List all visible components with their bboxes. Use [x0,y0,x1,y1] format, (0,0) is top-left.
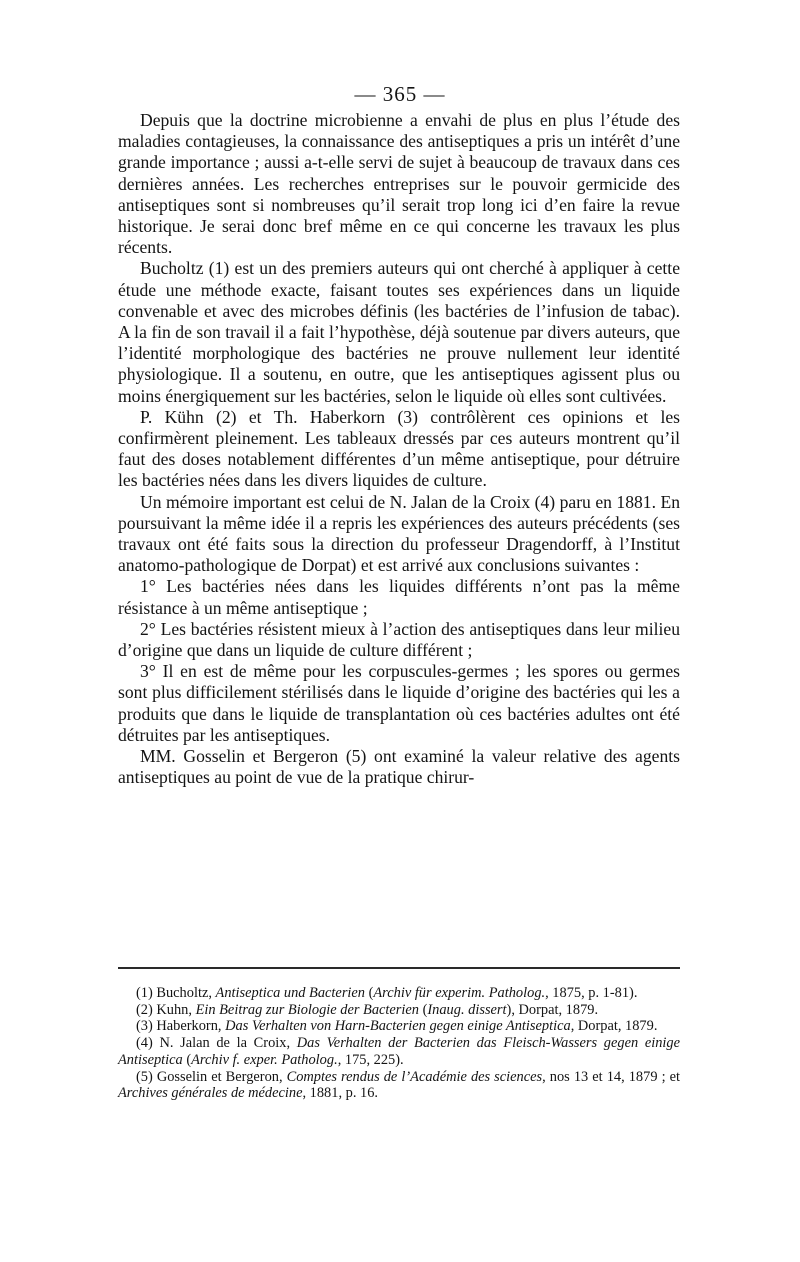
footnote-text: ), Dorpat, 1879. [506,1001,599,1018]
paragraph: MM. Gosselin et Bergeron (5) ont examiné la valeur relative des agents antiseptiques au point de vue de la pratique chirur- [118,746,680,788]
footnote-title: Das Verhalten der Bacterien das Fleisch-Wassers gegen einige Antiseptica [118,1035,680,1068]
footnote-text: , 1875, p. 1-81). [545,985,638,1001]
footnote-journal: Inaug. dissert [427,1001,507,1018]
footnote-text: Dorpat, 1879. [577,1018,658,1035]
footnote [118,985,680,1002]
footnote [118,1069,680,1102]
footnote [118,1035,680,1068]
paragraph: Depuis que la doctrine microbienne a envahi de plus en plus l’étude des maladies contagieuses, la connaissance des antiseptiques a pris un intérêt d’une grande importance ; aussi a-t-elle servi de sujet à beaucoup de travaux dans ces dernières années. Les recherches entreprises sur le pouvoir germicide des antiseptiques sont si nombreuses qu’il serait trop long ici d’en faire la revue historique. Je serai donc bref même en ce qui concerne les travaux les plus récents. [118,110,680,258]
footnote-author: (5) Gosselin et Bergeron, [136,1068,287,1085]
footnote-text: , 175, 225). [337,1051,404,1068]
footnote-title: Comptes rendus de l’Académie des sciences [286,1068,543,1085]
footnote-divider [118,967,680,969]
footnote-text: ( [418,1001,428,1018]
footnote-journal: Archiv für experim. Patholog. [373,985,546,1001]
footnote-text: , nos 13 et 14, 1879 ; et [542,1068,680,1085]
footnotes [118,985,680,1102]
conclusion-item: 1° Les bactéries nées dans les liquides différents n’ont pas la même résistance à un même antiseptique ; [118,576,680,618]
footnote-text: ( [182,1051,192,1068]
footnote-author: (3) Haberkorn, [136,1018,226,1035]
footnote-journal: Archives générales de médecine [118,1085,303,1102]
conclusion-item: 2° Les bactéries résistent mieux à l’action des antiseptiques dans leur milieu d’origine que dans un liquide de culture différent ; [118,618,680,661]
footnote-text: ( [365,985,374,1001]
footnote-title: Das Verhalten von Harn-Bacterien gegen einige Antiseptica [225,1018,571,1035]
footnote-journal: Archiv f. exper. Patholog. [191,1051,338,1068]
footnote-text: , [570,1018,578,1035]
paragraph: Un mémoire important est celui de N. Jalan de la Croix (4) paru en 1881. En poursuivant la même idée il a repris les expériences des auteurs précédents (ses travaux ont été faits sous la direction du professeur Dragendorff, à l’Institut anatomo-pathologique de Dorpat) et est arrivé aux conclusions suivantes : [118,491,680,576]
footnote [118,1018,680,1035]
page-number: — 365 — [354,82,446,106]
footnote-author: (1) Bucholtz, [136,985,216,1001]
footnote-author: (2) Kuhn, [136,1001,196,1018]
footnote [118,1002,680,1019]
footnote-title: Antiseptica und Bacterien [215,985,365,1001]
footnote-text: , 1881, p. 16. [302,1085,379,1102]
body-text [118,110,680,789]
conclusion-item: 3° Il en est de même pour les corpuscules-germes ; les spores ou germes sont plus difficilement stérilisés dans le liquide d’origine des bactéries qui les a produits que dans le liquide de transplantation où ces bactéries adultes ont été détruites par les antiseptiques. [118,661,680,745]
footnote-title: Ein Beitrag zur Biologie der Bacterien [195,1001,419,1018]
footnote-author: (4) N. Jalan de la Croix, [136,1035,297,1052]
paragraph: P. Kühn (2) et Th. Haberkorn (3) contrôlèrent ces opinions et les confirmèrent pleinement. Les tableaux dressés par ces auteurs montrent qu’il faut des doses notablement différentes d’un même antiseptique, pour détruire les bactéries nées dans les divers liquides de culture. [118,406,680,491]
paragraph: Bucholtz (1) est un des premiers auteurs qui ont cherché à appliquer à cette étude une méthode exacte, faisant toutes ses expériences dans un liquide convenable et avec des microbes définis (les bactéries de l’infusion de tabac). A la fin de son travail il a fait l’hypothèse, déjà soutenue par divers auteurs, que l’identité morphologique des bactéries ne prouve nullement leur identité physiologique. Il a soutenu, en outre, que les antiseptiques agissent plus ou moins énergiquement sur les bactéries, selon le liquide où elles sont cultivées. [118,258,680,406]
